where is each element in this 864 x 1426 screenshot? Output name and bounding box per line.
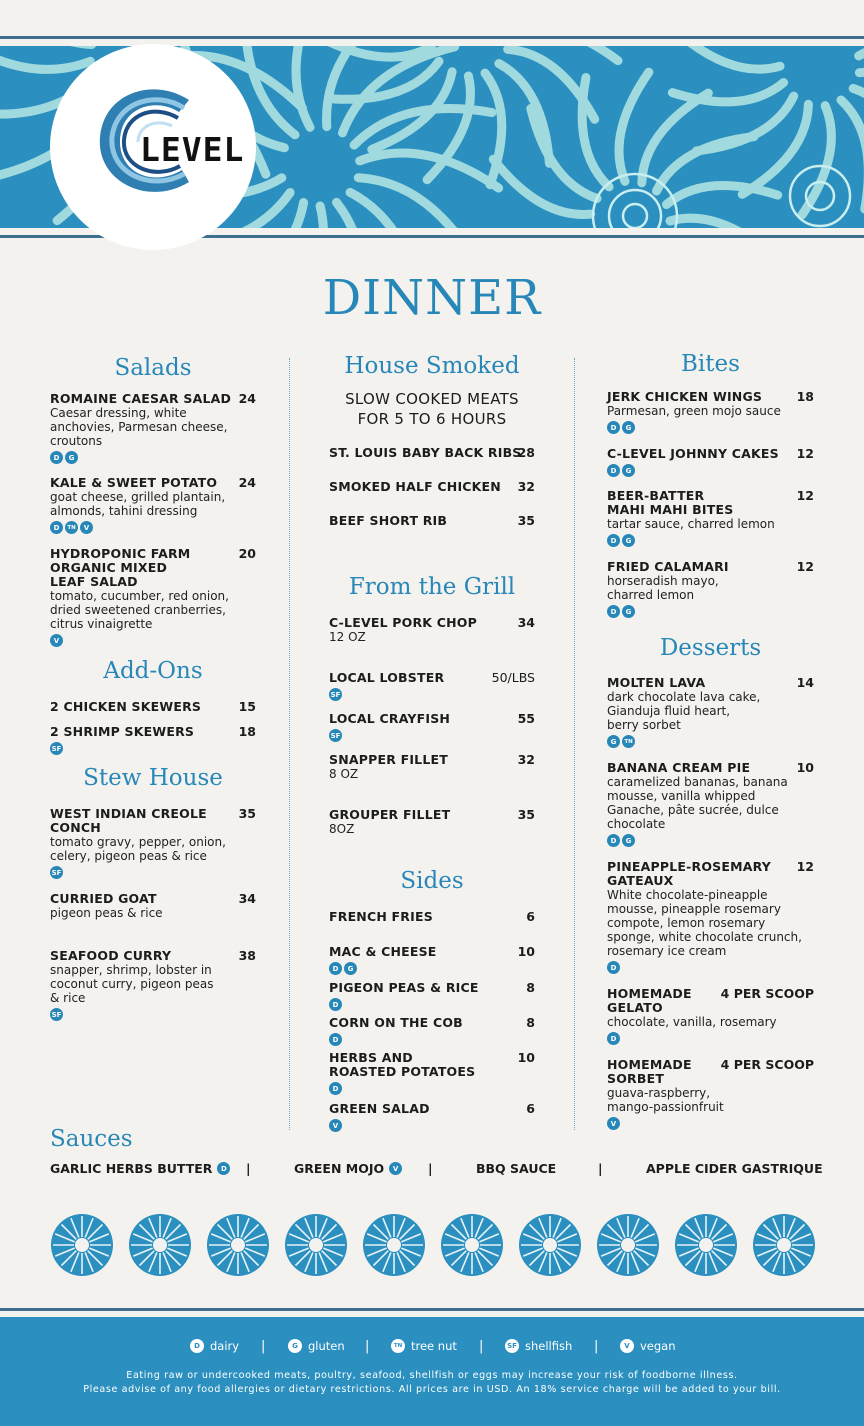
item-name: GREEN SALAD bbox=[329, 1101, 430, 1116]
item-description: dark chocolate lava cake, bbox=[607, 690, 761, 704]
item-name: HOMEMADE bbox=[607, 986, 692, 1001]
item-description: goat cheese, grilled plantain, bbox=[50, 490, 226, 504]
item-description: compote, lemon rosemary bbox=[607, 916, 766, 930]
badge-v-icon: V bbox=[620, 1339, 634, 1353]
item-price: 10 bbox=[517, 1050, 535, 1065]
item-name: JERK CHICKEN WINGS bbox=[607, 389, 763, 404]
item-name: ORGANIC MIXED bbox=[50, 560, 168, 575]
menu-item bbox=[50, 725, 256, 755]
allergen-badges bbox=[607, 961, 814, 974]
section-title-sauces: Sauces bbox=[50, 1126, 133, 1152]
disclaimer-line: Please advise of any food allergies or dietary restrictions. All prices are in USD. An 18% service charge will be added to your bill. bbox=[83, 1384, 781, 1395]
item-price: 38 bbox=[238, 948, 256, 963]
shell-eye bbox=[543, 1238, 557, 1252]
badge-g-icon: G bbox=[622, 464, 635, 477]
nautilus-shell-icon bbox=[207, 1214, 269, 1276]
item-name: ROASTED POTATOES bbox=[329, 1064, 476, 1079]
badge-d-icon: D bbox=[607, 421, 620, 434]
badge-sf-icon: SF bbox=[50, 1008, 63, 1021]
logo bbox=[50, 44, 256, 250]
item-description: mousse, vanilla whipped bbox=[607, 789, 756, 803]
item-description: White chocolate-pineapple bbox=[607, 888, 768, 902]
shell-eye bbox=[465, 1238, 479, 1252]
item-name: CORN ON THE COB bbox=[329, 1015, 463, 1030]
item-name: ROMAINE CAESAR SALAD bbox=[50, 391, 232, 406]
badge-tn-icon: TN bbox=[391, 1339, 405, 1353]
item-price: 12 bbox=[796, 488, 814, 503]
item-price: 20 bbox=[238, 546, 256, 561]
item-name: 2 SHRIMP SKEWERS bbox=[50, 724, 195, 739]
item-name: GELATO bbox=[607, 1000, 663, 1015]
sauce-name: BBQ SAUCE bbox=[476, 1161, 557, 1176]
sauce-name: GREEN MOJO bbox=[294, 1161, 385, 1176]
pattern-stroke bbox=[582, 78, 609, 187]
badge-g-icon: G bbox=[607, 735, 620, 748]
middle-column bbox=[329, 0, 535, 1130]
item-name: BANANA CREAM PIE bbox=[607, 760, 751, 775]
item-description: tartar sauce, charred lemon bbox=[607, 517, 775, 531]
shell-eye bbox=[153, 1238, 167, 1252]
nautilus-shell-icon bbox=[51, 1214, 113, 1276]
item-description: rosemary ice cream bbox=[607, 944, 727, 958]
allergen-badges bbox=[607, 735, 814, 748]
badge-v-icon: V bbox=[607, 1117, 620, 1130]
shell-row-illustration bbox=[48, 1212, 816, 1278]
item-description: Caesar dressing, white bbox=[50, 406, 187, 420]
legend-item bbox=[288, 1339, 345, 1353]
item-name: ST. LOUIS BABY BACK RIBS bbox=[329, 445, 522, 460]
badge-d-icon: D bbox=[50, 521, 63, 534]
section-title-sides: Sides bbox=[400, 868, 464, 894]
item-price: 14 bbox=[796, 675, 814, 690]
item-price: 12 bbox=[796, 446, 814, 461]
item-price: 4 PER SCOOP bbox=[720, 1057, 814, 1072]
menu-item bbox=[329, 1016, 535, 1046]
allergen-badges bbox=[50, 742, 256, 755]
allergen-legend bbox=[0, 1339, 864, 1355]
allergen-badges bbox=[50, 634, 256, 647]
badge-d-icon: D bbox=[217, 1162, 230, 1175]
badge-g-icon: G bbox=[622, 605, 635, 618]
item-description: & rice bbox=[50, 991, 86, 1005]
item-name: SNAPPER FILLET bbox=[329, 752, 448, 767]
allergen-badges bbox=[607, 464, 814, 477]
logo-text: LEVEL bbox=[140, 130, 245, 169]
section-title-stew-house: Stew House bbox=[83, 765, 223, 791]
menu-item bbox=[329, 616, 535, 644]
badge-d-icon: D bbox=[607, 834, 620, 847]
item-description: chocolate, vanilla, rosemary bbox=[607, 1015, 777, 1029]
sauce-separator: | bbox=[428, 1161, 433, 1176]
allergen-badges bbox=[329, 729, 535, 742]
item-name: BEER-BATTER bbox=[607, 488, 705, 503]
pattern-stroke bbox=[296, 46, 320, 127]
menu-item bbox=[607, 987, 814, 1045]
allergen-badges bbox=[50, 866, 256, 879]
legend-item bbox=[620, 1339, 676, 1353]
item-description: tomato, cucumber, red onion, bbox=[50, 589, 229, 603]
item-price: 18 bbox=[238, 724, 256, 739]
nautilus-shell-icon bbox=[519, 1214, 581, 1276]
badge-sf-icon: SF bbox=[329, 729, 342, 742]
sauce-name: APPLE CIDER GASTRIQUE bbox=[646, 1161, 823, 1176]
item-name: SORBET bbox=[607, 1071, 665, 1086]
allergen-badges bbox=[607, 1032, 814, 1045]
item-price: 18 bbox=[796, 389, 814, 404]
item-name: FRENCH FRIES bbox=[329, 909, 433, 924]
badge-tn-icon: TN bbox=[65, 521, 78, 534]
menu-item bbox=[329, 945, 535, 975]
item-name: PIGEON PEAS & RICE bbox=[329, 980, 479, 995]
badge-g-icon: G bbox=[622, 534, 635, 547]
item-name: KALE & SWEET POTATO bbox=[50, 475, 218, 490]
menu-item bbox=[50, 892, 256, 920]
item-description: Parmesan, green mojo sauce bbox=[607, 404, 781, 418]
badge-d-icon: D bbox=[329, 1033, 342, 1046]
section-title-bites: Bites bbox=[681, 351, 740, 377]
item-price: 32 bbox=[517, 479, 535, 494]
allergen-badges bbox=[329, 962, 535, 975]
badge-v-icon: V bbox=[329, 1119, 342, 1132]
item-price: 15 bbox=[238, 699, 256, 714]
item-name: GROUPER FILLET bbox=[329, 807, 451, 822]
menu-item bbox=[607, 560, 814, 618]
item-description: Ganache, pâte sucrée, dulce bbox=[607, 803, 779, 817]
allergen-badges bbox=[50, 451, 256, 464]
disclaimer bbox=[0, 1369, 864, 1397]
column-divider bbox=[289, 358, 290, 1130]
badge-v-icon: V bbox=[50, 634, 63, 647]
shell-eye bbox=[387, 1238, 401, 1252]
item-description: snapper, shrimp, lobster in bbox=[50, 963, 212, 977]
menu-item bbox=[329, 981, 535, 1011]
item-name: FRIED CALAMARI bbox=[607, 559, 729, 574]
menu-item bbox=[607, 761, 814, 847]
allergen-badges bbox=[607, 605, 814, 618]
nautilus-shell-icon bbox=[753, 1214, 815, 1276]
nautilus-shell-icon bbox=[597, 1214, 659, 1276]
badge-g-icon: G bbox=[344, 962, 357, 975]
badge-d-icon: D bbox=[607, 464, 620, 477]
menu-item bbox=[607, 1058, 814, 1130]
shell-eye bbox=[231, 1238, 245, 1252]
badge-sf-icon: SF bbox=[50, 742, 63, 755]
allergen-badges bbox=[607, 534, 814, 547]
menu-item bbox=[50, 700, 256, 714]
item-description: Gianduja fluid heart, bbox=[607, 704, 731, 718]
legend-label: vegan bbox=[640, 1339, 676, 1353]
allergen-badges bbox=[329, 1033, 535, 1046]
item-name: WEST INDIAN CREOLE bbox=[50, 806, 207, 821]
item-description: dried sweetened cranberries, bbox=[50, 603, 226, 617]
item-price: 24 bbox=[238, 391, 256, 406]
legend-separator: | bbox=[261, 1339, 266, 1354]
section-title-grill: From the Grill bbox=[348, 574, 516, 600]
badge-d-icon: D bbox=[50, 451, 63, 464]
sauce-separator: | bbox=[246, 1161, 251, 1176]
badge-g-icon: G bbox=[622, 834, 635, 847]
menu-item bbox=[50, 949, 256, 1021]
allergen-badges bbox=[329, 1082, 535, 1095]
item-price: 35 bbox=[517, 807, 535, 822]
allergen-badges bbox=[329, 688, 535, 701]
item-description: almonds, tahini dressing bbox=[50, 504, 198, 518]
item-name: LEAF SALAD bbox=[50, 574, 138, 589]
item-price: 10 bbox=[796, 760, 814, 775]
menu-item bbox=[50, 807, 256, 879]
item-description: 8 OZ bbox=[329, 767, 359, 781]
menu-item bbox=[607, 489, 814, 547]
legend-label: gluten bbox=[308, 1339, 345, 1353]
item-description: pigeon peas & rice bbox=[50, 906, 163, 920]
nautilus-shell-icon bbox=[129, 1214, 191, 1276]
item-description: croutons bbox=[50, 434, 103, 448]
item-name: MAC & CHEESE bbox=[329, 944, 437, 959]
legend-item bbox=[391, 1339, 457, 1353]
legend-separator: | bbox=[365, 1339, 370, 1354]
footer bbox=[0, 1317, 864, 1426]
item-price: 55 bbox=[517, 711, 535, 726]
disclaimer-line: Eating raw or undercooked meats, poultry, seafood, shellfish or eggs may increase your risk of foodborne illness. bbox=[126, 1370, 738, 1381]
menu-item bbox=[329, 480, 535, 494]
item-price: 12 bbox=[796, 559, 814, 574]
nautilus-shell-icon bbox=[363, 1214, 425, 1276]
badge-tn-icon: TN bbox=[622, 735, 635, 748]
menu-item bbox=[329, 514, 535, 528]
allergen-badges bbox=[329, 1119, 535, 1132]
item-description: 12 OZ bbox=[329, 630, 366, 644]
menu-item bbox=[329, 753, 535, 781]
item-price: 34 bbox=[238, 891, 256, 906]
allergen-badges bbox=[50, 1008, 256, 1021]
menu-item bbox=[329, 808, 535, 836]
menu-item bbox=[329, 1102, 535, 1132]
pattern-stroke bbox=[859, 46, 864, 65]
item-description: celery, pigeon peas & rice bbox=[50, 849, 207, 863]
item-price: 24 bbox=[238, 475, 256, 490]
menu-item bbox=[607, 860, 814, 974]
allergen-badges bbox=[607, 1117, 814, 1130]
item-description: horseradish mayo, bbox=[607, 574, 719, 588]
badge-sf-icon: SF bbox=[50, 866, 63, 879]
shell-eye bbox=[309, 1238, 323, 1252]
section-title-desserts: Desserts bbox=[659, 635, 762, 661]
menu-item bbox=[50, 476, 256, 534]
page-title: DINNER bbox=[322, 270, 542, 326]
badge-d-icon: D bbox=[607, 1032, 620, 1045]
item-name: MOLTEN LAVA bbox=[607, 675, 706, 690]
sauce-item bbox=[50, 1161, 230, 1176]
sauce-name: GARLIC HERBS BUTTER bbox=[50, 1161, 213, 1176]
item-price: 50/LBS bbox=[491, 670, 535, 685]
shell-eye bbox=[699, 1238, 713, 1252]
item-name: GATEAUX bbox=[607, 873, 674, 888]
menu-item bbox=[607, 390, 814, 434]
menu-item bbox=[50, 547, 256, 647]
section-title-addons: Add-Ons bbox=[103, 658, 203, 684]
badge-v-icon: V bbox=[389, 1162, 402, 1175]
legend-label: shellfish bbox=[525, 1339, 573, 1353]
menu-item bbox=[329, 712, 535, 742]
item-name: LOCAL LOBSTER bbox=[329, 670, 445, 685]
note-line: FOR 5 TO 6 HOURS bbox=[357, 410, 507, 428]
item-description: guava-raspberry, bbox=[607, 1086, 711, 1100]
nautilus-shell-icon bbox=[441, 1214, 503, 1276]
item-name: C-LEVEL PORK CHOP bbox=[329, 615, 477, 630]
item-description: tomato gravy, pepper, onion, bbox=[50, 835, 226, 849]
badge-sf-icon: SF bbox=[505, 1339, 519, 1353]
badge-d-icon: D bbox=[190, 1339, 204, 1353]
menu-item bbox=[50, 392, 256, 464]
item-name: CURRIED GOAT bbox=[50, 891, 157, 906]
badge-g-icon: G bbox=[65, 451, 78, 464]
badge-d-icon: D bbox=[607, 534, 620, 547]
badge-v-icon: V bbox=[80, 521, 93, 534]
item-name: CONCH bbox=[50, 820, 101, 835]
section-title-house-smoked: House Smoked bbox=[344, 353, 520, 379]
item-price: 8 bbox=[526, 1015, 535, 1030]
item-price: 35 bbox=[517, 513, 535, 528]
pattern-stroke bbox=[841, 100, 864, 209]
badge-sf-icon: SF bbox=[329, 688, 342, 701]
item-price: 34 bbox=[517, 615, 535, 630]
item-price: 4 PER SCOOP bbox=[720, 986, 814, 1001]
legend-label: tree nut bbox=[411, 1339, 457, 1353]
legend-separator: | bbox=[479, 1339, 484, 1354]
item-price: 6 bbox=[526, 1101, 535, 1116]
menu-item bbox=[607, 676, 814, 748]
badge-d-icon: D bbox=[329, 998, 342, 1011]
shell-eye bbox=[621, 1238, 635, 1252]
item-price: 35 bbox=[238, 806, 256, 821]
menu-item bbox=[329, 446, 535, 460]
item-description: anchovies, Parmesan cheese, bbox=[50, 420, 228, 434]
allergen-badges bbox=[607, 834, 814, 847]
shell-eye bbox=[75, 1238, 89, 1252]
section-title-salads: Salads bbox=[114, 355, 192, 381]
menu-item bbox=[607, 447, 814, 477]
legend-item bbox=[505, 1339, 572, 1353]
badge-d-icon: D bbox=[329, 962, 342, 975]
item-description: 8OZ bbox=[329, 822, 355, 836]
item-name: SEAFOOD CURRY bbox=[50, 948, 172, 963]
item-description: caramelized bananas, banana bbox=[607, 775, 788, 789]
badge-g-icon: G bbox=[288, 1339, 302, 1353]
badge-d-icon: D bbox=[607, 961, 620, 974]
item-description: charred lemon bbox=[607, 588, 695, 602]
item-name: HYDROPONIC FARM bbox=[50, 546, 191, 561]
nautilus-shell-icon bbox=[675, 1214, 737, 1276]
legend-label: dairy bbox=[210, 1339, 240, 1353]
nautilus-shell-icon bbox=[285, 1214, 347, 1276]
menu-item bbox=[329, 671, 535, 701]
item-price: 32 bbox=[517, 752, 535, 767]
legend-separator: | bbox=[594, 1339, 599, 1354]
sauces-row bbox=[50, 1161, 823, 1177]
item-name: BEEF SHORT RIB bbox=[329, 513, 448, 528]
item-name: PINEAPPLE-ROSEMARY bbox=[607, 859, 772, 874]
allergen-badges bbox=[329, 998, 535, 1011]
menu-item bbox=[329, 1051, 535, 1095]
shell-eye bbox=[777, 1238, 791, 1252]
column-divider bbox=[574, 358, 575, 1130]
item-price: 8 bbox=[526, 980, 535, 995]
item-price: 10 bbox=[517, 944, 535, 959]
item-description: chocolate bbox=[607, 817, 666, 831]
note-line: SLOW COOKED MEATS bbox=[345, 390, 519, 408]
badge-d-icon: D bbox=[607, 605, 620, 618]
item-name: LOCAL CRAYFISH bbox=[329, 711, 451, 726]
item-name: HERBS AND bbox=[329, 1050, 413, 1065]
item-name: 2 CHICKEN SKEWERS bbox=[50, 699, 202, 714]
item-price: 6 bbox=[526, 909, 535, 924]
item-name: SMOKED HALF CHICKEN bbox=[329, 479, 501, 494]
item-description: sponge, white chocolate crunch, bbox=[607, 930, 802, 944]
item-description: berry sorbet bbox=[607, 718, 681, 732]
item-price: 28 bbox=[517, 445, 535, 460]
allergen-badges bbox=[607, 421, 814, 434]
item-description: mousse, pineapple rosemary bbox=[607, 902, 781, 916]
allergen-badges bbox=[50, 521, 256, 534]
sauce-item bbox=[646, 1161, 823, 1176]
sauce-separator: | bbox=[598, 1161, 603, 1176]
item-description: mango-passionfruit bbox=[607, 1100, 724, 1114]
item-name: C-LEVEL JOHNNY CAKES bbox=[607, 446, 779, 461]
house-smoked-note bbox=[299, 389, 565, 429]
item-name: HOMEMADE bbox=[607, 1057, 692, 1072]
sauce-item bbox=[476, 1161, 556, 1176]
badge-d-icon: D bbox=[329, 1082, 342, 1095]
right-column bbox=[607, 0, 814, 1126]
item-price: 12 bbox=[796, 859, 814, 874]
menu-item bbox=[329, 910, 535, 924]
item-name: MAHI MAHI BITES bbox=[607, 502, 734, 517]
legend-item bbox=[190, 1339, 239, 1353]
badge-g-icon: G bbox=[622, 421, 635, 434]
footer-rule bbox=[0, 1308, 864, 1311]
item-description: coconut curry, pigeon peas bbox=[50, 977, 214, 991]
sauce-item bbox=[294, 1161, 402, 1176]
item-description: citrus vinaigrette bbox=[50, 617, 153, 631]
